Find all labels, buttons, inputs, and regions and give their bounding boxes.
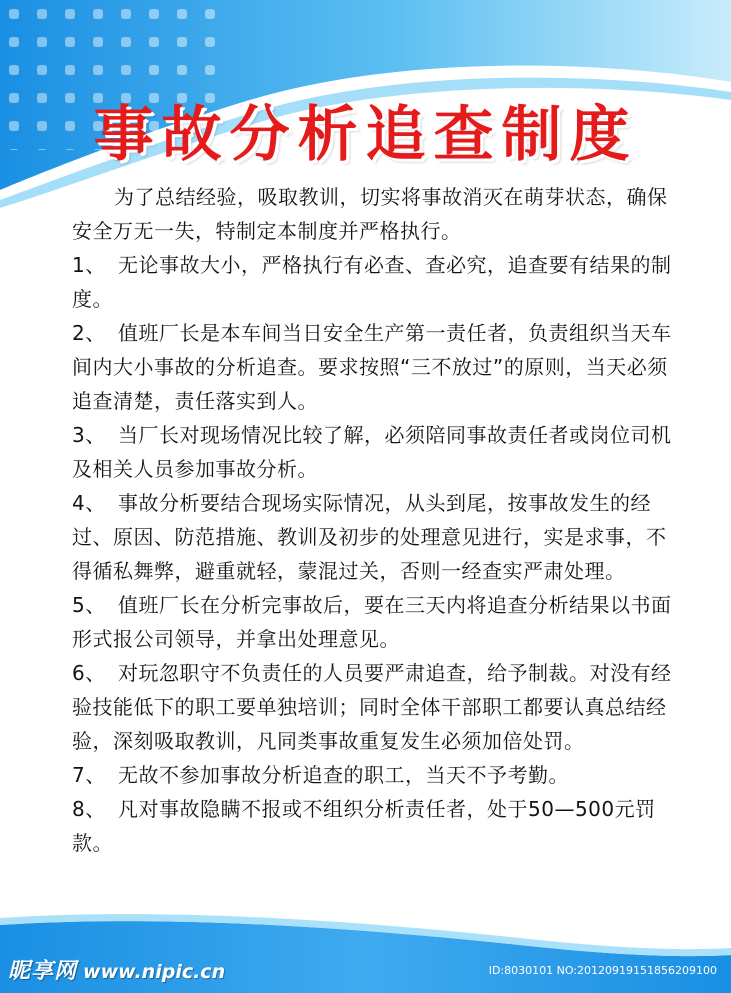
rule-item [72,792,672,860]
rule-item [72,418,672,486]
rule-item [72,758,672,792]
poster-body [72,180,672,860]
intro-paragraph: 为了总结经验，吸取教训，切实将事故消灭在萌芽状态，确保安全万无一失，特制定本制度并严格执行。 [72,185,668,243]
watermark-url: www.nipic.cn [83,961,226,983]
watermark-id: ID:8030101 NO:20120919151856209100 [488,964,717,977]
rule-text: 事故分析要结合现场实际情况，从头到尾，按事故发生的经过、原因、防范措施、教训及初步的处理意见进行，实是求事，不得循私舞弊，避重就轻，蒙混过关，否则一经查实严肃处理。 [72,491,667,583]
rule-number: 2、 [72,321,106,345]
rule-item [72,316,672,418]
watermark-logo [8,958,225,986]
rule-number: 4、 [72,491,106,515]
poster-title: 事故分析追查制度 [93,100,638,170]
rule-text: 值班厂长在分析完事故后，要在三天内将追查分析结果以书面形式报公司领导，并拿出处理意见。 [72,593,672,651]
rule-text: 无论事故大小，严格执行有必查、查必究，追查要有结果的制度。 [72,253,672,311]
rule-number: 1、 [72,253,106,277]
rule-number: 3、 [72,423,106,447]
rule-text: 凡对事故隐瞒不报或不组织分析责任者，处于50—500元罚款。 [72,797,656,855]
rule-text: 对玩忽职守不负责任的人员要严肃追查，给予制裁。对没有经验技能低下的职工要单独培训；同时全体干部职工都要认真总结经验，深刻吸取教训，凡同类事故重复发生必须加倍处罚。 [72,661,672,753]
rule-item [72,656,672,758]
rule-item [72,486,672,588]
rule-text: 当厂长对现场情况比较了解，必须陪同事故责任者或岗位司机及相关人员参加事故分析。 [72,423,672,481]
rule-number: 5、 [72,593,106,617]
watermark-brand: 昵享网 [8,959,78,984]
rule-number: 8、 [72,797,106,821]
rule-number: 7、 [72,763,106,787]
rule-item [72,248,672,316]
rule-text: 值班厂长是本车间当日安全生产第一责任者，负责组织当天车间内大小事故的分析追查。要求按照“三不放过”的原则，当天必须追查清楚，责任落实到人。 [72,321,672,413]
rule-number: 6、 [72,661,106,685]
rule-item [72,588,672,656]
rule-text: 无故不参加事故分析追查的职工，当天不予考勤。 [118,763,569,787]
